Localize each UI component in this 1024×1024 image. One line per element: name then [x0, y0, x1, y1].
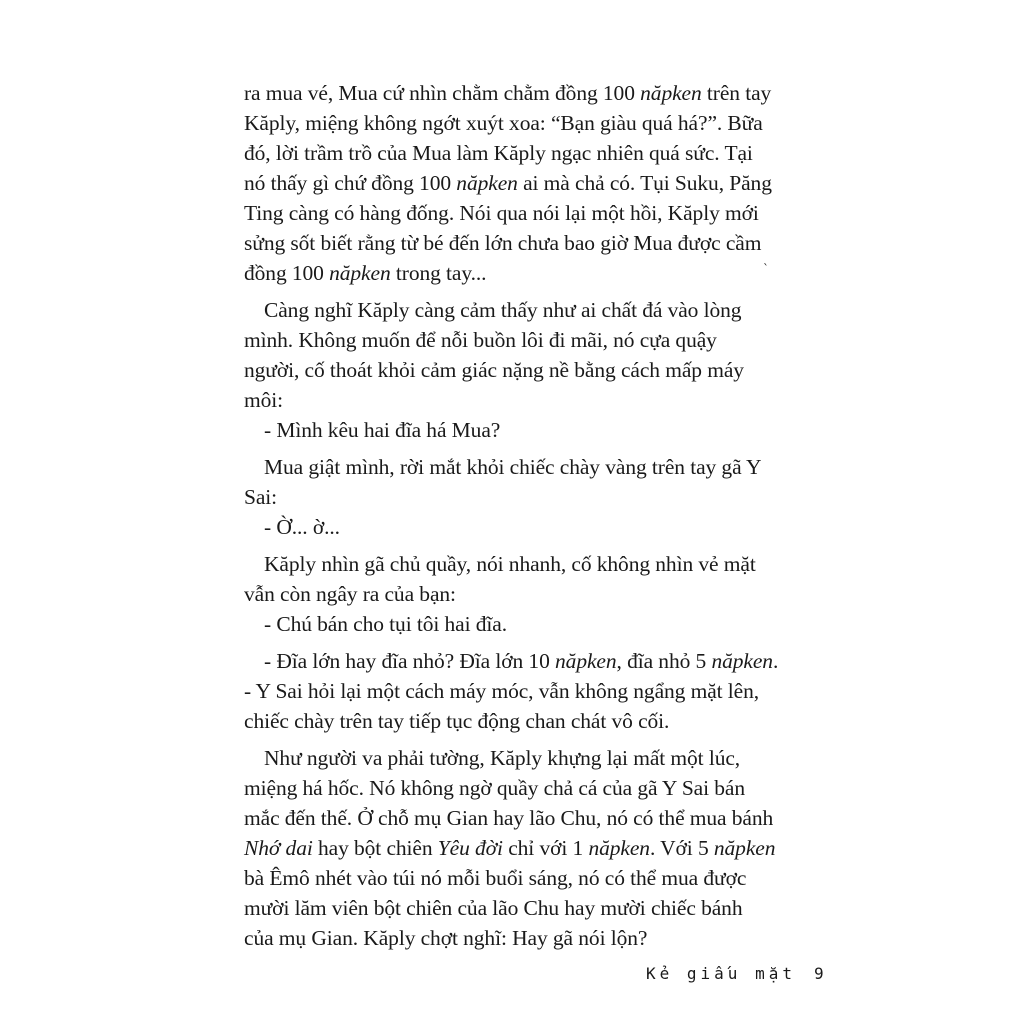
text-run: môi: [244, 388, 284, 412]
text-line [244, 108, 784, 138]
text-run: Kăply, miệng không ngớt xuýt xoa: “Bạn giàu quá há?”. Bữa [244, 111, 763, 135]
text-run: ra mua vé, Mua cứ nhìn chằm chằm đồng 100 [244, 81, 641, 105]
text-run: - Ờ... ờ... [264, 515, 340, 539]
text-run: nó thấy gì chứ đồng 100 [244, 171, 457, 195]
text-run: trong tay... [390, 261, 487, 285]
text-line [244, 512, 784, 542]
text-run: bà Êmô nhét vào túi nó mỗi buổi sáng, nó có thể mua được [244, 866, 747, 890]
text-run: của mụ Gian. Kăply chợt nghĩ: Hay gã nói lộn? [244, 926, 648, 950]
text-line [244, 579, 784, 609]
text-run: chỉ với 1 [502, 836, 589, 860]
italic-term: năpken [640, 81, 702, 105]
text-run: mắc đến thế. Ở chỗ mụ Gian hay lão Chu, nó có thể mua bánh [244, 806, 774, 830]
text-line [244, 482, 784, 512]
text-line [244, 325, 784, 355]
text-line [244, 295, 784, 325]
text-line [244, 863, 784, 893]
text-line [244, 198, 784, 228]
text-run: đó, lời trầm trồ của Mua làm Kăply ngạc nhiên quá sức. Tại [244, 141, 753, 165]
text-run: . [772, 649, 779, 673]
page-number: 9 [813, 964, 824, 983]
italic-term: Yêu đời [437, 836, 503, 860]
italic-term: năpken [588, 836, 650, 860]
text-run: - Chú bán cho tụi tôi hai đĩa. [264, 612, 508, 636]
text-run: mình. Không muốn để nỗi buồn lôi đi mãi, nó cựa quậy [244, 328, 717, 352]
text-run: người, cố thoát khỏi cảm giác nặng nề bằng cách mấp máy [244, 358, 744, 382]
text-line [244, 228, 784, 258]
text-line [244, 138, 784, 168]
text-line [244, 258, 784, 288]
text-line [244, 609, 784, 639]
text-run: Mua giật mình, rời mắt khỏi chiếc chày vàng trên tay gã Y [264, 455, 762, 479]
text-run: - Mình kêu hai đĩa há Mua? [264, 418, 501, 442]
text-line [244, 646, 784, 676]
text-run: Ting càng có hàng đống. Nói qua nói lại một hồi, Kăply mới [244, 201, 759, 225]
text-line [244, 706, 784, 736]
italic-term: năpken [711, 649, 773, 673]
text-run: mười lăm viên bột chiên của lão Chu hay mười chiếc bánh [244, 896, 743, 920]
text-line [244, 355, 784, 385]
italic-term: Nhớ dai [244, 836, 313, 860]
text-run: ai mà chả có. Tụi Suku, Păng [517, 171, 772, 195]
text-run: chiếc chày trên tay tiếp tục động chan chát vô cối. [244, 709, 670, 733]
running-title: Kẻ giấu mặt [646, 964, 796, 983]
text-line [244, 833, 784, 863]
text-run: Như người va phải tường, Kăply khựng lại mất một lúc, [264, 746, 741, 770]
text-line [244, 452, 784, 482]
text-run: Sai: [244, 485, 278, 509]
text-run: , đĩa nhỏ 5 [616, 649, 712, 673]
text-run: Kăply nhìn gã chủ quầy, nói nhanh, cố không nhìn vẻ mặt [264, 552, 756, 576]
italic-term: năpken [329, 261, 391, 285]
text-line [244, 803, 784, 833]
text-line [244, 549, 784, 579]
text-run: sửng sốt biết rằng từ bé đến lớn chưa bao giờ Mua được cầm [244, 231, 762, 255]
italic-term: năpken [456, 171, 518, 195]
text-run: miệng há hốc. Nó không ngờ quầy chả cá của gã Y Sai bán [244, 776, 746, 800]
text-run: hay bột chiên [312, 836, 438, 860]
text-line [244, 893, 784, 923]
italic-term: năpken [713, 836, 776, 860]
text-line [244, 415, 784, 445]
text-line [244, 385, 784, 415]
text-run: vẫn còn ngây ra của bạn: [244, 582, 456, 606]
text-line [244, 168, 784, 198]
text-line [244, 676, 784, 706]
text-run: đồng 100 [244, 261, 330, 285]
stray-mark: ` [763, 262, 769, 276]
italic-term: năpken [555, 649, 617, 673]
text-line [244, 923, 784, 953]
text-line [244, 78, 784, 108]
page-footer [646, 964, 824, 983]
text-run: . Với 5 [649, 836, 714, 860]
body-text [244, 78, 784, 953]
text-line [244, 743, 784, 773]
text-run: trên tay [701, 81, 772, 105]
text-run: Càng nghĩ Kăply càng cảm thấy như ai chất đá vào lòng [264, 298, 742, 322]
text-run: - Đĩa lớn hay đĩa nhỏ? Đĩa lớn 10 [264, 649, 556, 673]
text-run: - Y Sai hỏi lại một cách máy móc, vẫn không ngẩng mặt lên, [244, 679, 760, 703]
text-line [244, 773, 784, 803]
